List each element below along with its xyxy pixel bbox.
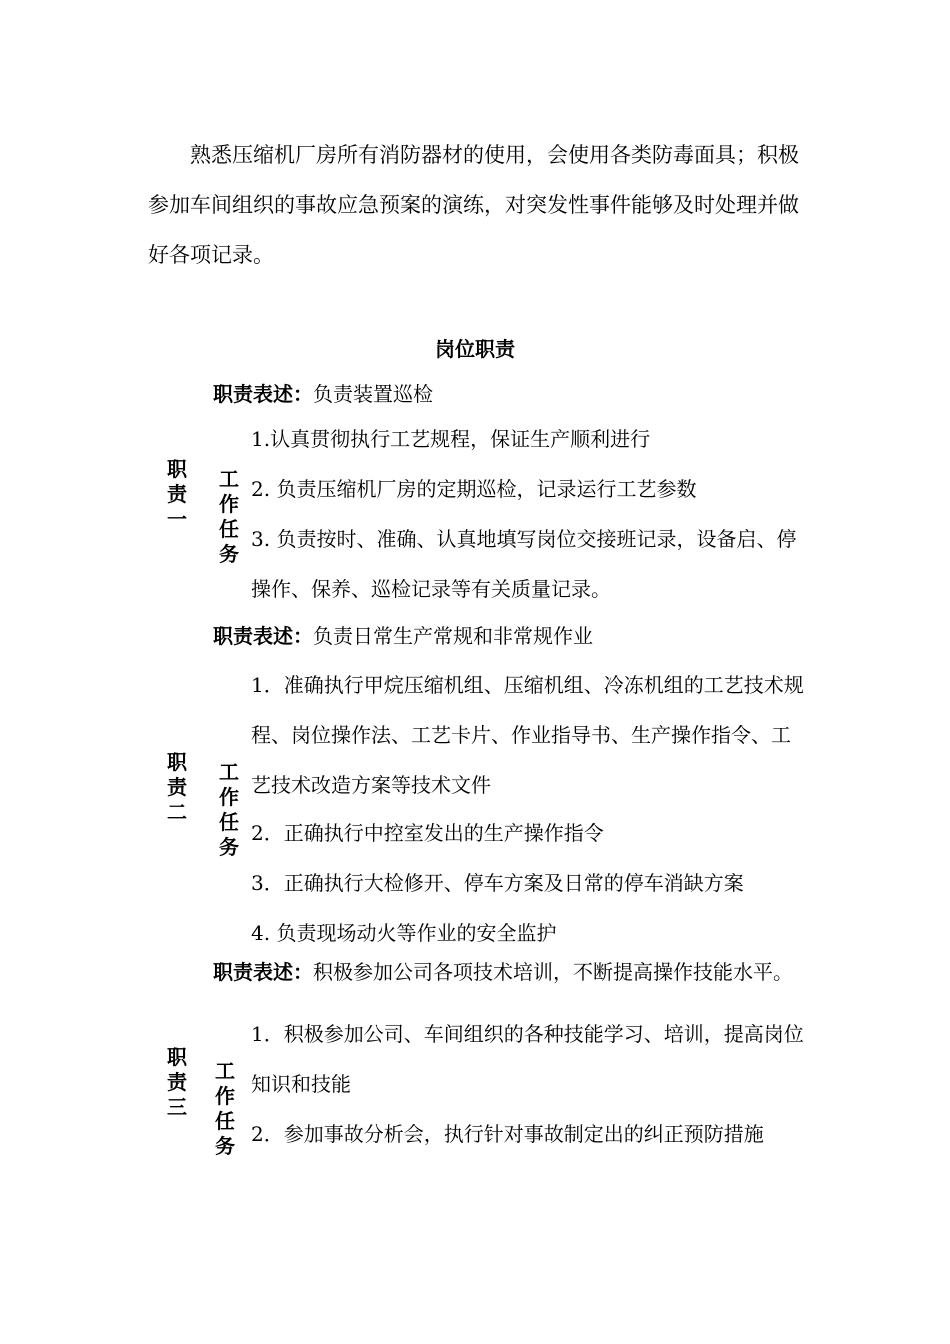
description-prefix: 职责表述： <box>213 624 313 648</box>
description-prefix: 职责表述： <box>213 960 313 984</box>
task-label-2: 工作任务 <box>219 760 239 859</box>
duty-description-2 <box>213 624 803 648</box>
intro-paragraph: 熟悉压缩机厂房所有消防器材的使用，会使用各类防毒面具；积极参加车间组织的事故应急预案的演练，对突发性事件能够及时处理并做好各项记录。 <box>148 143 799 267</box>
duty-label-2: 职责二 <box>167 750 187 824</box>
description-prefix: 职责表述： <box>213 382 313 406</box>
duty-label-1: 职责一 <box>167 457 187 531</box>
task-item-2-4: 4. 负责现场动火等作业的安全监护 <box>251 921 557 945</box>
task-item-1-1: 1.认真贯彻执行工艺规程，保证生产顺利进行 <box>251 427 651 451</box>
task-item-1-2: 2. 负责压缩机厂房的定期巡检，记录运行工艺参数 <box>251 477 697 501</box>
task-item-2-2: 2．正确执行中控室发出的生产操作指令 <box>251 821 604 845</box>
task-label-3: 工作任务 <box>215 1059 235 1158</box>
task-label-1: 工作任务 <box>219 467 239 566</box>
description-text: 负责日常生产常规和非常规作业 <box>313 624 593 648</box>
description-text: 积极参加公司各项技术培训，不断提高操作技能水平。 <box>313 960 793 984</box>
task-item-3-2: 2．参加事故分析会，执行针对事故制定出的纠正预防措施 <box>251 1122 764 1146</box>
task-item-2-1: 1．准确执行甲烷压缩机组、压缩机组、冷冻机组的工艺技术规程、岗位操作法、工艺卡片、作业指导书、生产操作指令、工艺技术改造方案等技术文件 <box>251 673 804 797</box>
duty-description-1 <box>213 382 803 406</box>
description-text: 负责装置巡检 <box>313 382 433 406</box>
duty-label-3: 职责三 <box>167 1045 187 1119</box>
task-item-3-1: 1．积极参加公司、车间组织的各种技能学习、培训，提高岗位知识和技能 <box>251 1022 804 1096</box>
task-item-2-3: 3．正确执行大检修开、停车方案及日常的停车消缺方案 <box>251 871 744 895</box>
duty-description-3 <box>213 960 803 984</box>
section-title: 岗位职责 <box>435 337 515 361</box>
task-item-1-3: 3. 负责按时、准确、认真地填写岗位交接班记录，设备启、停操作、保养、巡检记录等有关质量记录。 <box>251 527 797 601</box>
